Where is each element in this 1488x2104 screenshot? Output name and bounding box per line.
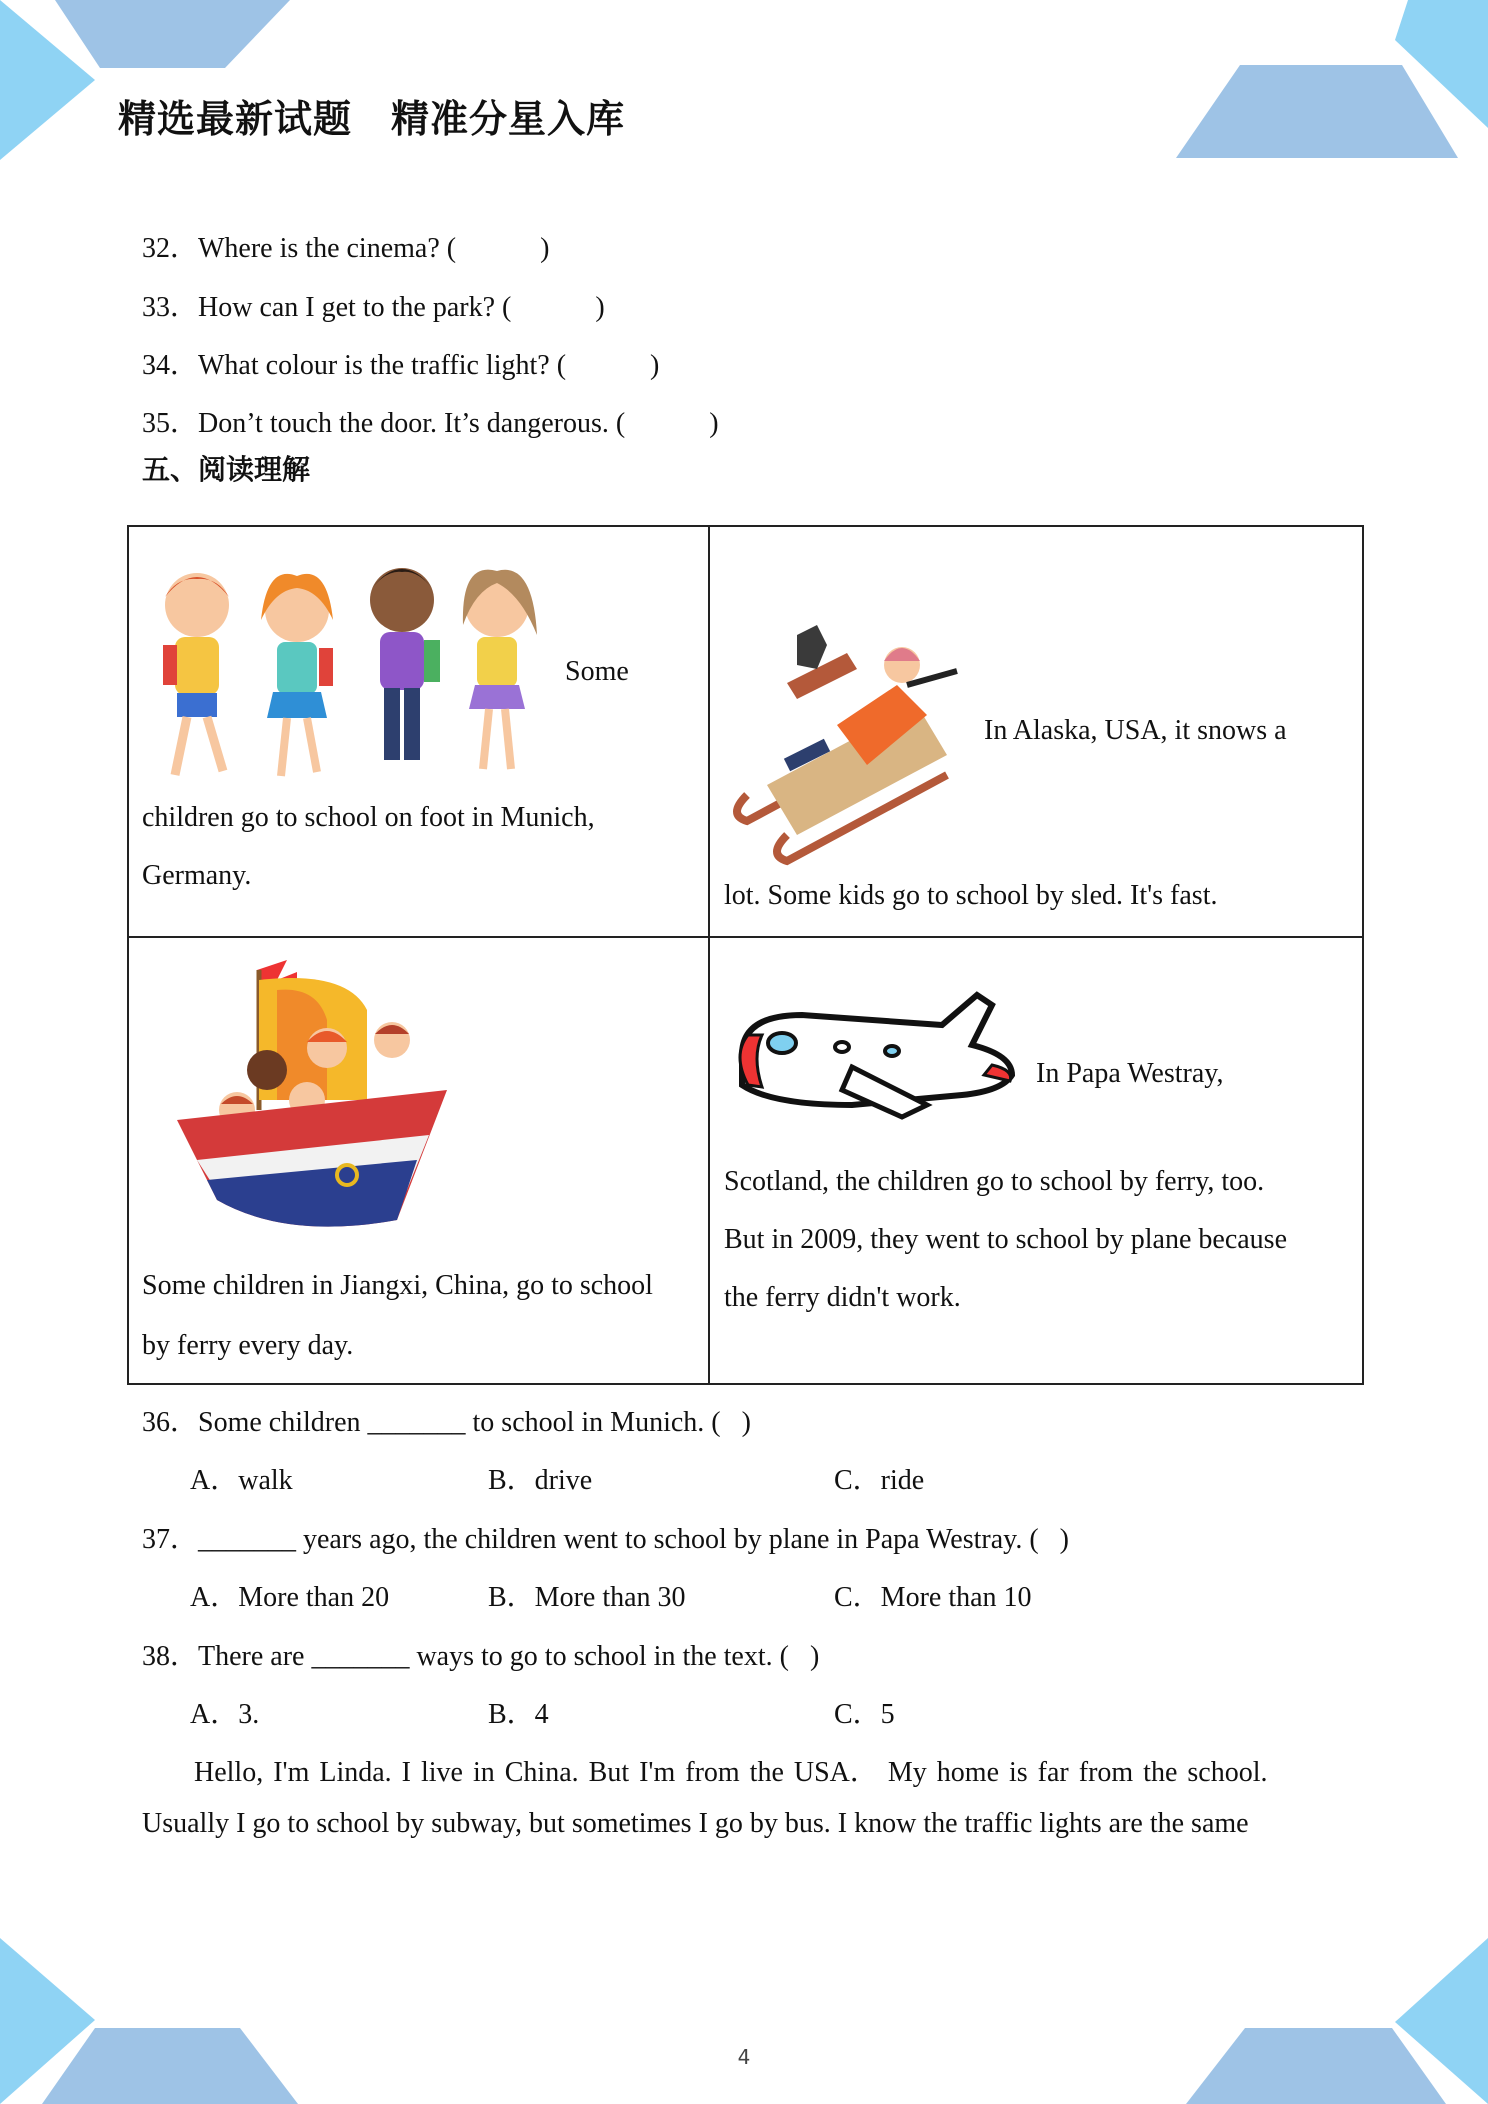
q38-option-c: C．5: [834, 1699, 895, 1730]
deco-top-left-trapezoid: [55, 0, 290, 68]
cell3-line1: Some children in Jiangxi, China, go to school: [142, 1270, 653, 1301]
q36-option-b: B．drive: [488, 1465, 593, 1496]
question-36: 36．Some children _______ to school in Munich. ( ): [142, 1407, 751, 1438]
cell2-line1: In Alaska, USA, it snows a: [984, 715, 1287, 746]
cell1-line2: children go to school on foot in Munich,: [142, 802, 595, 833]
question-35: 35．Don’t touch the door. It’s dangerous. ( ): [142, 408, 719, 439]
passage-line-1: Hello, I'm Linda. I live in China. But I'm from the USA． My home is far from the school.: [194, 1757, 1268, 1788]
cell4-line3: But in 2009, they went to school by plane because: [724, 1224, 1287, 1255]
cell1-line3: Germany.: [142, 860, 252, 891]
cell3-line2: by ferry every day.: [142, 1330, 354, 1361]
ferry-illustration: [177, 960, 447, 1227]
section-title-reading: 五、阅读理解: [142, 453, 311, 486]
question-32: 32．Where is the cinema? ( ): [142, 233, 550, 264]
passage-line-2: Usually I go to school by subway, but sometimes I go by bus. I know the traffic lights are the same: [142, 1808, 1249, 1839]
plane-illustration: [740, 995, 1012, 1117]
cell1-line1: Some: [565, 656, 629, 687]
q37-option-a: A．More than 20: [190, 1582, 390, 1613]
question-38: 38．There are _______ ways to go to school in the text. ( ): [142, 1641, 820, 1672]
sled-illustration: [737, 625, 957, 861]
q36-option-c: C．ride: [834, 1465, 925, 1496]
page-number: 4: [737, 2045, 751, 2069]
question-34: 34．What colour is the traffic light? ( ): [142, 350, 660, 381]
question-33: 33．How can I get to the park? ( ): [142, 292, 605, 323]
header-title: 精选最新试题 精准分星入库: [118, 97, 626, 141]
children-walking-illustration: [163, 568, 537, 776]
q38-option-b: B．4: [488, 1699, 549, 1730]
q38-option-a: A．3.: [190, 1699, 260, 1730]
cell4-line1: In Papa Westray,: [1036, 1058, 1224, 1089]
cell2-line2: lot. Some kids go to school by sled. It's fast.: [724, 880, 1218, 911]
cell4-line4: the ferry didn't work.: [724, 1282, 961, 1313]
reading-table: [127, 525, 1364, 1385]
cell4-line2: Scotland, the children go to school by ferry, too.: [724, 1166, 1265, 1197]
q37-option-c: C．More than 10: [834, 1582, 1032, 1613]
q37-option-b: B．More than 30: [488, 1582, 686, 1613]
q36-option-a: A．walk: [190, 1465, 293, 1496]
question-37: 37．_______ years ago, the children went to school by plane in Papa Westray. ( ): [142, 1524, 1069, 1555]
deco-top-right-trapezoid: [1176, 65, 1458, 158]
